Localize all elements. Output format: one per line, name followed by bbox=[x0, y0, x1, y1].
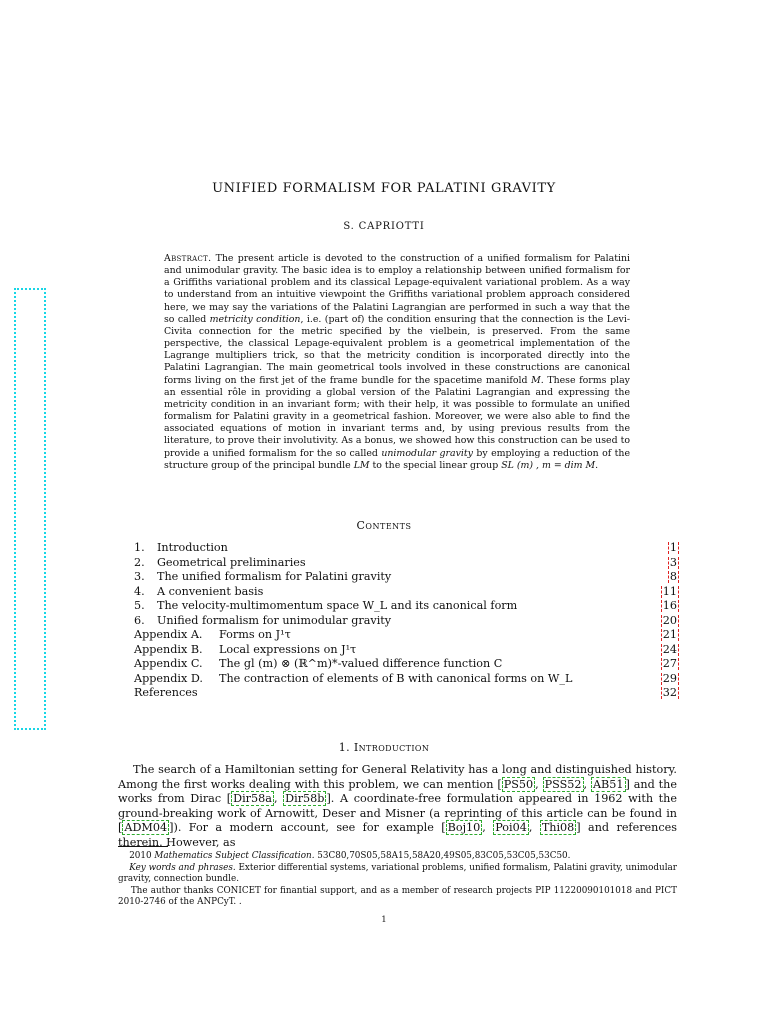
toc-page-link[interactable]: 29 bbox=[662, 671, 677, 685]
toc-page-link[interactable]: 32 bbox=[662, 686, 677, 699]
abstract-math-lm: LM bbox=[353, 459, 370, 471]
toc-title: The contraction of elements of B with canonical forms on W_L bbox=[219, 671, 573, 685]
toc-number: 2. bbox=[134, 555, 145, 569]
toc-number: 5. bbox=[134, 599, 145, 612]
intro-text: ] and the works from Dirac [ bbox=[118, 777, 677, 806]
keywords-text: Exterior differential systems, variational problems, unified formalism, Palatini gravity, unimodular gravity, connection bundle. bbox=[118, 862, 677, 884]
margin-link-box[interactable] bbox=[14, 288, 46, 730]
intro-text: ]). For a modern account, see for example [ bbox=[169, 821, 446, 835]
toc-number: 3. bbox=[134, 570, 145, 583]
citation-link[interactable]: Poi04 bbox=[495, 821, 527, 835]
toc-entry-5[interactable] bbox=[134, 599, 679, 614]
intro-text: ] and references therein. However, as bbox=[118, 821, 677, 849]
toc-title: The unified formalism for Palatini gravity bbox=[157, 570, 392, 583]
abstract-text-3: . These forms play an essential rôle in providing a global version of the Palatini Lagrangian and expressing the metricity condition in an invariant form; with their help, it was possible to formulate an unified formalism for Palatini gravity in a geometrical fashion. Moreover, we were also able to find the associated equations of motion in invariant terms and, by using previous results from the literature, to prove their involutivity. As a bonus, we showed how this construction can be used to provide a unified formalism for the so called bbox=[164, 374, 630, 459]
abstract-text-2: , i.e. (part of) the condition ensuring that the connection is the Levi-Civita connection for the metric specified by the vielbein, is preserved. From the same perspective, the classical Lepage-equivalent problem is a geometrical implementation of the Lagrange multipliers trick, so that the metricity condition is incorporated directly into the Palatini Lagrangian. The main geometrical tools involved in these constructions are canonical forms living on the first jet of the frame bundle for the spacetime manifold bbox=[164, 313, 630, 386]
toc-title: References bbox=[134, 686, 198, 699]
table-of-contents bbox=[134, 541, 679, 701]
toc-number: 6. bbox=[134, 613, 145, 627]
abstract-label: Abstract. bbox=[164, 253, 212, 264]
citation-link[interactable]: PSS52 bbox=[544, 777, 582, 791]
toc-page-link[interactable]: 11 bbox=[662, 584, 677, 598]
intro-paragraph: The search of a Hamiltonian setting for General Relativity has a long and distinguished history. Among the first works dealing with this problem, we can mention [ PS50 , PSS52 , AB51 ] and the works from Dirac [ Dir58a , Dir58b ]. A coordinate-free formulation appeared in 1962 with the ground-breaking work of Arnowitt, Deser and Misner (a reprinting of this article can be found in [ ADM04 ]). For a modern account, see for example [ Boj10 , Poi04 , Thi08 ] and references therein. However, as bbox=[118, 763, 677, 849]
toc-entry-appendix-b[interactable] bbox=[134, 643, 679, 658]
toc-title: Introduction bbox=[157, 541, 228, 554]
msc-codes: 53C80,70S05,58A15,58A20,49S05,83C05,53C05,53C50. bbox=[314, 851, 571, 861]
citation-link[interactable]: ADM04 bbox=[124, 821, 168, 835]
msc-year: 2010 bbox=[129, 851, 155, 861]
toc-page-link[interactable]: 20 bbox=[662, 613, 677, 627]
abstract-text-1: The present article is devoted to the construction of a unified formalism for Palatini and unimodular gravity. The basic idea is to employ a relationship between unified formalism for a Griffiths variational problem and its classical Lepage-equivalent variational problem. As a way to understand from an intuitive viewpoint the Griffiths variational problem approach considered here, we may say the variations of the Palatini Lagrangian are performed in such a way that the so called bbox=[164, 253, 630, 325]
footnote-keywords bbox=[118, 863, 677, 886]
thanks-text: The author thanks CONICET for finantial support, and as a member of research projects PIP 11220090101018 and PICT 2010-2746 of the ANPCyT. . bbox=[118, 885, 678, 907]
abstract-text-4: by employing a reduction of the structure group of the principal bundle bbox=[164, 447, 630, 471]
toc-entry-2[interactable] bbox=[134, 556, 679, 571]
toc-page-link[interactable]: 8 bbox=[669, 570, 677, 583]
toc-page-link[interactable]: 24 bbox=[662, 642, 677, 656]
intro-text: ]. A coordinate-free formulation appeared in 1962 with the ground-breaking work of Arnowitt, Deser and Misner (a reprinting of this article can be found in [ bbox=[118, 792, 677, 835]
toc-number: Appendix B. bbox=[134, 642, 203, 656]
toc-title: Forms on J¹τ bbox=[219, 628, 291, 641]
abstract-math-m: M bbox=[531, 374, 541, 386]
footnote-msc bbox=[118, 851, 677, 863]
toc-title: The gl (m) ⊗ (ℝ^m)*-valued difference function C bbox=[219, 657, 503, 670]
citation-link[interactable]: Dir58a bbox=[233, 792, 272, 806]
toc-entry-appendix-d[interactable] bbox=[134, 672, 679, 687]
toc-page-link[interactable]: 27 bbox=[662, 657, 677, 670]
msc-label: Mathematics Subject Classification. bbox=[154, 851, 315, 861]
toc-entry-references[interactable] bbox=[134, 686, 679, 701]
toc-page-link[interactable]: 3 bbox=[669, 555, 677, 569]
section-title: Introduction bbox=[353, 741, 430, 754]
citation-link[interactable]: Boj10 bbox=[447, 821, 481, 835]
toc-number: Appendix D. bbox=[134, 671, 203, 685]
footnote-thanks bbox=[118, 886, 677, 909]
intro-text: The search of a Hamiltonian setting for General Relativity has a long and distinguished history. Among the first works dealing with this problem, we can mention [ bbox=[118, 763, 677, 791]
toc-title: Unified formalism for unimodular gravity bbox=[157, 613, 392, 627]
contents-heading: Contents bbox=[356, 519, 412, 532]
citation-link[interactable]: AB51 bbox=[592, 777, 624, 791]
abstract-metricity: metricity condition bbox=[209, 313, 301, 325]
citation-link[interactable]: PS50 bbox=[503, 777, 534, 791]
footnotes bbox=[118, 851, 677, 909]
citation-link[interactable]: Dir58b bbox=[285, 792, 325, 806]
toc-entry-4[interactable] bbox=[134, 585, 679, 600]
abstract-text-6: . bbox=[595, 459, 599, 471]
toc-number: 4. bbox=[134, 584, 145, 598]
abstract-math-sl: SL (m) , m = dim M bbox=[501, 459, 596, 471]
paper-title: UNIFIED FORMALISM FOR PALATINI GRAVITY bbox=[212, 181, 556, 196]
toc-number: Appendix A. bbox=[134, 628, 203, 641]
toc-entry-appendix-c[interactable] bbox=[134, 657, 679, 672]
toc-number: Appendix C. bbox=[134, 657, 203, 670]
abstract bbox=[164, 253, 630, 472]
toc-title: Geometrical preliminaries bbox=[157, 555, 306, 569]
page-number: 1 bbox=[381, 915, 387, 925]
toc-title: A convenient basis bbox=[157, 584, 264, 598]
toc-entry-3[interactable] bbox=[134, 570, 679, 585]
toc-page-link[interactable]: 21 bbox=[662, 628, 677, 641]
toc-title: The velocity-multimomentum space W_L and its canonical form bbox=[157, 599, 518, 612]
section-number: 1. bbox=[338, 741, 350, 754]
abstract-unimodular: unimodular gravity bbox=[381, 447, 473, 459]
toc-entry-appendix-a[interactable] bbox=[134, 628, 679, 643]
citation-link[interactable]: Thi08 bbox=[541, 821, 575, 835]
author-name: S. CAPRIOTTI bbox=[343, 221, 425, 232]
toc-title: Local expressions on J¹τ bbox=[219, 642, 357, 656]
abstract-text-5: to the special linear group bbox=[369, 459, 502, 471]
footnote-rule bbox=[118, 846, 168, 847]
toc-entry-6[interactable] bbox=[134, 614, 679, 629]
toc-page-link[interactable]: 1 bbox=[669, 541, 677, 554]
section-heading bbox=[0, 741, 768, 754]
keywords-label: Key words and phrases. bbox=[129, 862, 236, 873]
toc-page-link[interactable]: 16 bbox=[662, 599, 677, 612]
toc-number: 1. bbox=[134, 541, 145, 554]
toc-entry-1[interactable] bbox=[134, 541, 679, 556]
